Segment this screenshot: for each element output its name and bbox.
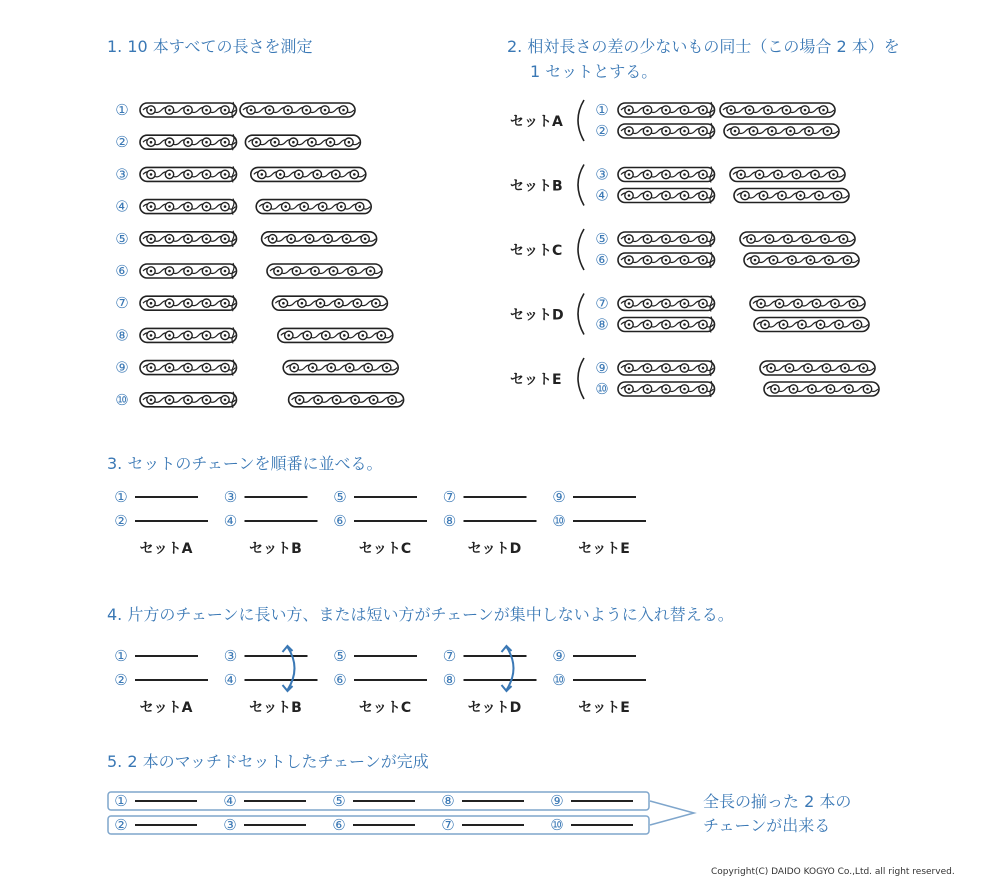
set-top-number-4: ⑦ <box>595 294 609 313</box>
set-top-number-2: ③ <box>595 165 609 184</box>
set-1-chain-top-right <box>720 103 835 117</box>
set-5-chain-top <box>618 360 875 376</box>
set-3-chain-bottom-right <box>744 253 859 267</box>
step4-heading: 4. 片方のチェーンに長い方、または短い方がチェーンが集中しないように入れ替える。 <box>107 605 734 624</box>
set-bottom-number-2: ④ <box>595 186 609 205</box>
callout-line2: チェーンが出来る <box>703 816 831 835</box>
swap-arrow-icon <box>502 646 514 691</box>
set-1-chain-bottom <box>618 123 839 139</box>
matched-top-number-2: ④ <box>223 792 237 810</box>
step4-set-label-2: セットB <box>249 700 302 716</box>
step4-set-label-4: セットD <box>467 700 522 716</box>
step4-set-label-5: セットE <box>578 700 630 716</box>
step4-top-number-1: ① <box>114 647 128 665</box>
swap-arrow-icon <box>283 646 295 691</box>
matched-top-number-3: ⑤ <box>332 792 346 810</box>
chain-number-10: ⑩ <box>115 390 129 409</box>
step2-heading-line1: 2. 相対長さの差の少ないもの同士（この場合 2 本）を <box>507 37 900 56</box>
step2-heading-line2: 1 セットとする。 <box>530 62 658 81</box>
chain-number-7: ⑦ <box>115 294 129 313</box>
matched-top-number-1: ① <box>114 792 128 810</box>
set-5-chain-bottom-right <box>764 382 879 396</box>
set-label-2: セットB <box>510 178 563 195</box>
set-1-chain-bottom-right <box>724 124 839 138</box>
step4-bottom-number-1: ② <box>114 671 128 689</box>
set-2-chain-bottom-right <box>734 189 849 203</box>
chain-number-9: ⑨ <box>115 358 129 377</box>
step4-set-label-1: セットA <box>139 700 193 716</box>
callout-pointer <box>650 801 694 825</box>
set-label-4: セットD <box>510 307 564 324</box>
set-2-chain-top-right <box>730 168 845 182</box>
step4-top-number-3: ⑤ <box>333 647 347 665</box>
chain-number-3: ③ <box>115 165 129 184</box>
step5-heading: 5. 2 本のマッチドセットしたチェーンが完成 <box>107 752 429 771</box>
copyright-text: Copyright(C) DAIDO KOGYO Co.,Ltd. all right reserved. <box>711 867 955 877</box>
set-label-3: セットC <box>510 243 563 259</box>
set-1-chain-top-left <box>618 103 715 117</box>
chain-number-4: ④ <box>115 197 129 216</box>
set-4-chain-bottom-right <box>754 318 869 332</box>
set-4-chain-bottom-left <box>618 318 715 332</box>
set-3-chain-top <box>618 231 855 247</box>
chain-number-6: ⑥ <box>115 262 129 280</box>
set-1-chain-top <box>618 102 835 118</box>
set-5-chain-top-left <box>618 361 715 375</box>
set-3-chain-top-right <box>740 232 855 246</box>
chain-number-8: ⑧ <box>115 326 129 345</box>
set-bracket-1 <box>578 100 584 141</box>
step3-heading: 3. セットのチェーンを順番に並べる。 <box>107 454 383 473</box>
matched-bottom-number-2: ③ <box>223 816 237 834</box>
set-3-chain-top-left <box>618 232 715 246</box>
callout-line1: 全長の揃った 2 本の <box>703 792 852 811</box>
set-bracket-2 <box>578 165 584 206</box>
step3-top-number-3: ⑤ <box>333 488 347 506</box>
set-2-chain-top <box>618 167 845 183</box>
set-2-chain-bottom <box>618 188 849 204</box>
set-bracket-5 <box>578 358 584 399</box>
set-bracket-3 <box>578 229 584 270</box>
matched-top-number-4: ⑧ <box>441 792 455 810</box>
chain-number-1: ① <box>115 101 129 119</box>
step3-set-label-4: セットD <box>467 541 522 557</box>
step3-bottom-number-5: ⑩ <box>552 512 566 530</box>
step4-top-number-5: ⑨ <box>552 647 566 665</box>
step3-top-number-1: ① <box>114 488 128 506</box>
step3-bottom-number-3: ⑥ <box>333 512 347 530</box>
set-5-chain-bottom <box>618 381 879 397</box>
set-5-chain-bottom-left <box>618 382 715 396</box>
step3-set-label-3: セットC <box>358 541 412 557</box>
set-5-chain-top-right <box>760 361 875 375</box>
step3-top-number-2: ③ <box>223 488 238 506</box>
step4-bottom-number-2: ④ <box>223 671 238 689</box>
step3-set-label-5: セットE <box>578 541 630 557</box>
set-bottom-number-5: ⑩ <box>595 380 609 398</box>
set-top-number-1: ① <box>595 101 609 119</box>
set-2-chain-top-left <box>618 168 715 182</box>
set-4-chain-top <box>618 296 865 312</box>
set-top-number-3: ⑤ <box>595 230 609 248</box>
set-4-chain-bottom <box>618 317 869 333</box>
step4-bottom-number-5: ⑩ <box>552 671 566 689</box>
set-top-number-5: ⑨ <box>595 359 609 377</box>
set-4-chain-top-right <box>750 297 865 311</box>
matched-top-number-5: ⑨ <box>550 792 564 810</box>
matched-bottom-number-5: ⑩ <box>550 816 564 834</box>
set-bottom-number-3: ⑥ <box>595 251 609 269</box>
step4-top-number-2: ③ <box>223 647 238 665</box>
step3-bottom-number-1: ② <box>114 512 128 530</box>
set-bottom-number-4: ⑧ <box>595 315 609 334</box>
set-label-1: セットA <box>510 114 563 130</box>
matched-bottom-number-3: ⑥ <box>332 816 346 834</box>
set-bottom-number-1: ② <box>595 122 609 140</box>
step1-heading: 1. 10 本すべての長さを測定 <box>107 37 313 56</box>
matched-bottom-number-4: ⑦ <box>441 816 455 834</box>
chain-number-2: ② <box>115 133 129 152</box>
set-3-chain-bottom <box>618 252 859 268</box>
step4-top-number-4: ⑦ <box>442 647 457 665</box>
step4-bottom-number-3: ⑥ <box>333 671 347 689</box>
step4-bottom-number-4: ⑧ <box>442 671 457 689</box>
chain-number-5: ⑤ <box>115 229 129 248</box>
step4-set-label-3: セットC <box>358 700 412 716</box>
step3-bottom-number-2: ④ <box>223 512 238 530</box>
step3-top-number-4: ⑦ <box>442 488 457 506</box>
step3-set-label-2: セットB <box>249 541 302 557</box>
set-label-5: セットE <box>510 372 562 388</box>
set-4-chain-top-left <box>618 297 715 311</box>
set-1-chain-bottom-left <box>618 124 715 138</box>
set-3-chain-bottom-left <box>618 253 715 267</box>
matched-bottom-number-1: ② <box>114 816 128 834</box>
step3-set-label-1: セットA <box>139 541 193 557</box>
step3-bottom-number-4: ⑧ <box>442 512 457 530</box>
set-bracket-4 <box>578 294 584 335</box>
step3-top-number-5: ⑨ <box>552 488 566 506</box>
set-2-chain-bottom-left <box>618 189 715 203</box>
